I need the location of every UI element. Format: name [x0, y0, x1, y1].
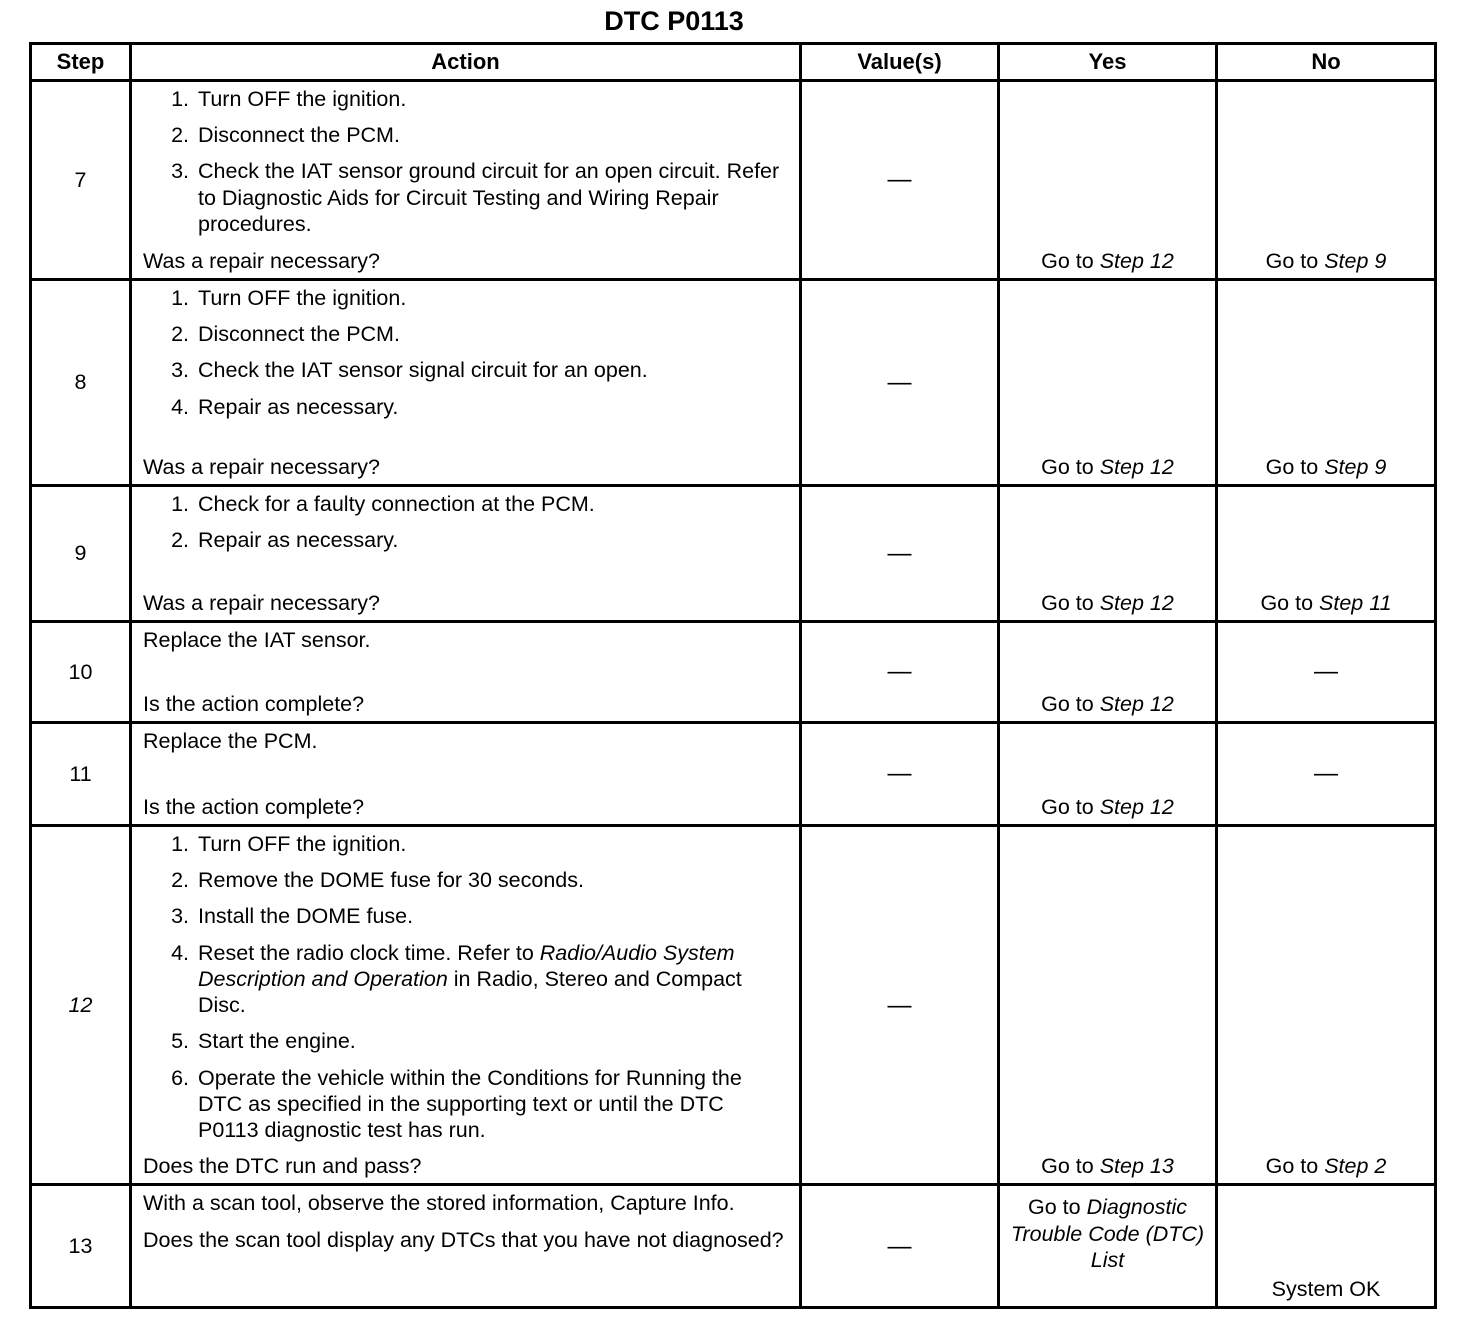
yes-cell: Go to Step 13	[999, 826, 1217, 1185]
yes-cell: Go to Step 12	[999, 81, 1217, 280]
value-cell: —	[801, 622, 999, 723]
value-cell: —	[801, 723, 999, 826]
yes-cell: Go to Step 12	[999, 280, 1217, 486]
table-row-step-10	[31, 622, 1436, 723]
dtc-table	[29, 42, 1437, 1309]
action-cell	[131, 486, 801, 622]
value-cell: —	[801, 1185, 999, 1308]
action-cell	[131, 826, 801, 1185]
yes-cell: Go to Step 12	[999, 622, 1217, 723]
step-number: 7	[31, 81, 131, 280]
action-text: Replace the IAT sensor.	[143, 628, 371, 652]
header-no: No	[1217, 44, 1436, 81]
action-step: 1. Turn OFF the ignition.	[171, 832, 407, 856]
no-cell: —	[1217, 622, 1436, 723]
table-row-step-7	[31, 81, 1436, 280]
no-cell: Go to Step 2	[1217, 826, 1436, 1185]
yes-cell: Go to Step 12	[999, 723, 1217, 826]
header-action: Action	[131, 44, 801, 81]
table-row-step-11	[31, 723, 1436, 826]
no-cell: System OK	[1217, 1185, 1436, 1308]
action-step: 2. Disconnect the PCM.	[171, 123, 400, 148]
value-cell: —	[801, 81, 999, 280]
action-step: 4. Reset the radio clock time. Refer to Radio/Audio System Description and Operation in Radio, Stereo and Compact Disc.	[171, 940, 742, 1018]
step-number: 13	[31, 1185, 131, 1308]
action-question: Was a repair necessary?	[143, 590, 380, 615]
page-title: DTC P0113	[604, 6, 744, 36]
header-row	[31, 44, 1436, 81]
action-step: 1. Turn OFF the ignition.	[171, 87, 407, 111]
header-value: Value(s)	[801, 44, 999, 81]
action-cell	[131, 81, 801, 280]
action-step: 6. Operate the vehicle within the Conditions for Running the DTC as specified in the supporting text or until the DTC P0113 diagnostic test has run.	[171, 1065, 742, 1142]
table-row-step-13	[31, 1185, 1436, 1308]
action-question: Is the action complete?	[143, 691, 365, 716]
action-step: 5. Start the engine.	[171, 1029, 356, 1054]
header-yes: Yes	[999, 44, 1217, 81]
action-cell	[131, 723, 801, 826]
action-text: Replace the PCM.	[143, 729, 318, 753]
step-number: 12	[31, 826, 131, 1185]
no-cell: Go to Step 9	[1217, 280, 1436, 486]
value-cell: —	[801, 826, 999, 1185]
no-cell: Go to Step 11	[1217, 486, 1436, 622]
table-row-step-9	[31, 486, 1436, 622]
action-question: Was a repair necessary?	[143, 454, 380, 479]
action-question: Does the DTC run and pass?	[143, 1154, 422, 1179]
action-step: 2. Repair as necessary.	[171, 528, 399, 553]
action-step: 1. Check for a faulty connection at the PCM.	[171, 492, 595, 516]
action-step: 3. Install the DOME fuse.	[171, 904, 414, 929]
yes-cell: Go to Step 12	[999, 486, 1217, 622]
action-step: 2. Disconnect the PCM.	[171, 322, 400, 347]
table-row-step-8	[31, 280, 1436, 486]
action-cell	[131, 622, 801, 723]
step-number: 9	[31, 486, 131, 622]
action-question: Was a repair necessary?	[143, 248, 380, 273]
action-question: Is the action complete?	[143, 794, 365, 819]
yes-cell: Go to Diagnostic Trouble Code (DTC) List	[999, 1185, 1217, 1308]
no-cell: —	[1217, 723, 1436, 826]
action-step: 3. Check the IAT sensor ground circuit for an open circuit. Refer to Diagnostic Aids for Circuit Testing and Wiring Repair procedures.	[171, 159, 780, 236]
action-step: 1. Turn OFF the ignition.	[171, 286, 407, 310]
table-row-step-12	[31, 826, 1436, 1185]
action-question: Does the scan tool display any DTCs that you have not diagnosed?	[143, 1227, 784, 1252]
action-step: 3. Check the IAT sensor signal circuit for an open.	[171, 358, 648, 383]
value-cell: —	[801, 486, 999, 622]
action-text: With a scan tool, observe the stored information, Capture Info.	[143, 1191, 735, 1216]
action-cell	[131, 1185, 801, 1308]
action-step: 4. Repair as necessary.	[171, 394, 399, 419]
action-step: 2. Remove the DOME fuse for 30 seconds.	[171, 868, 584, 893]
header-step: Step	[31, 44, 131, 81]
no-cell: Go to Step 9	[1217, 81, 1436, 280]
step-number: 11	[31, 723, 131, 826]
action-cell	[131, 280, 801, 486]
step-number: 8	[31, 280, 131, 486]
step-number: 10	[31, 622, 131, 723]
value-cell: —	[801, 280, 999, 486]
